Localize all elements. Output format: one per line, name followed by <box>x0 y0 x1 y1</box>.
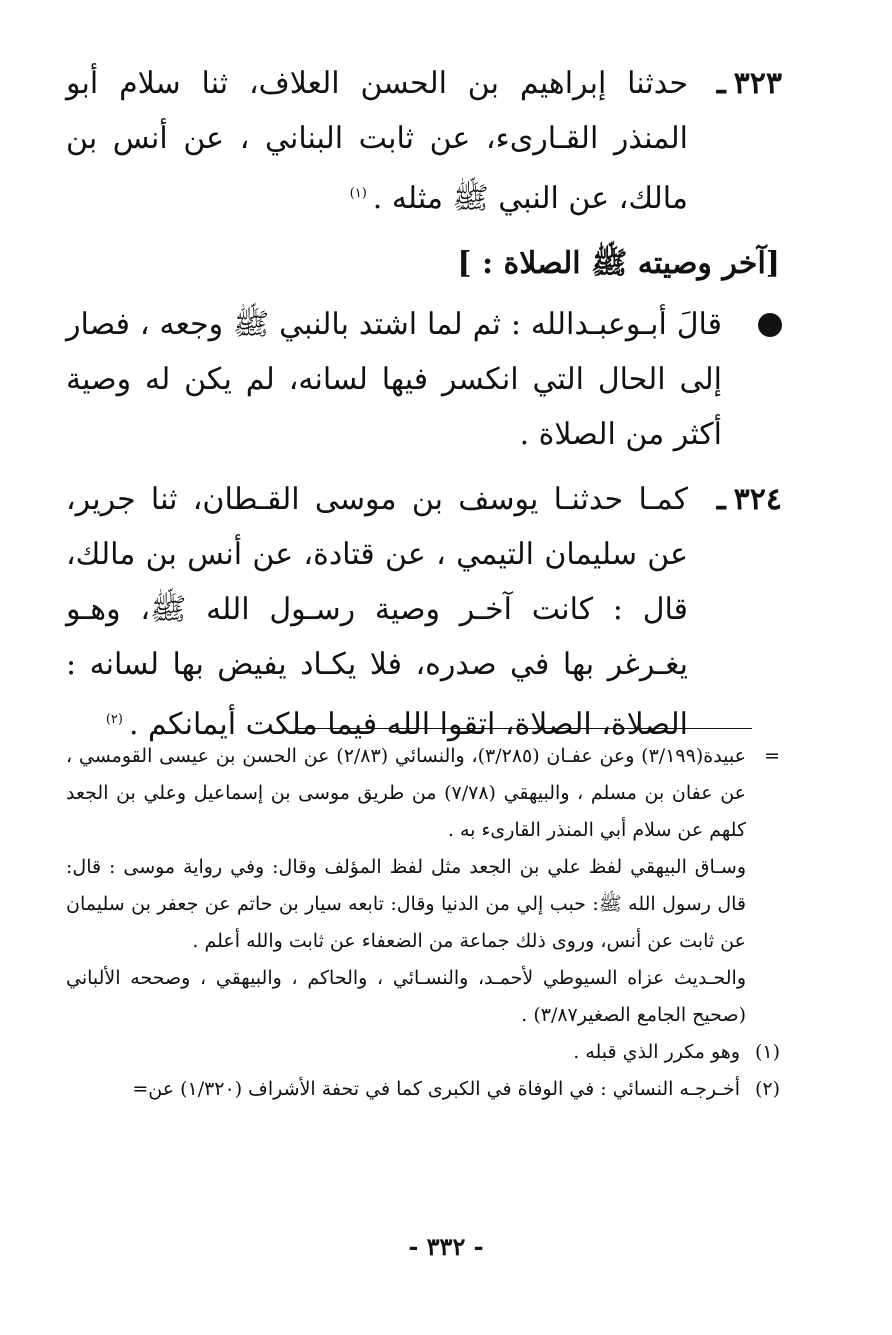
footnote-1 <box>66 1034 780 1071</box>
footnote-para-3: والحـديث عزاه السيوطي لأحمـد، والنسـائي ، والحاكم ، والبيهقي ، وصححه الألباني (صحيح الجامع الصغير٣/٨٧) . <box>66 967 746 1026</box>
page-number: - ٣٣٢ - <box>408 1232 484 1261</box>
hadith-323 <box>66 56 780 226</box>
section-heading: [آخر وصيته ﷺ الصلاة : ] <box>457 246 780 281</box>
footnote-para-1: عبيدة(٣/١٩٩) وعن عفـان (٣/٢٨٥)، والنسائي (٢/٨٣) عن الحسن بن عيسى القومسي ، عن عفان بن مسلم ، والبيهقي (٧/٧٨) من طريق موسى بن إسماعيل وعلي بن الجعد كلهم عن سلام أبي المنذر القارىء به . <box>66 745 746 841</box>
bullet-icon <box>758 313 782 337</box>
footnote-number: (٢) <box>754 1078 780 1100</box>
hadith-324 <box>66 472 780 752</box>
footnote-2 <box>66 1071 780 1108</box>
hadith-number: ٣٢٣ـ <box>716 66 782 101</box>
footnote-para-2: وسـاق البيهقي لفظ علي بن الجعد مثل لفظ المؤلف وقال: وفي رواية موسى : قال: قال رسول الله ﷺ: حبب إلي من الدنيا وقال: تابعه سيار بن حاتم عن جعفر بن سليمان عن ثابت عن أنس، وروى ذلك جماعة من الضعفاء عن ثابت والله أعلم . <box>66 856 746 952</box>
main-text <box>66 56 780 762</box>
hadith-text: كمـا حدثنـا يوسف بن موسى القـطان، ثنا جرير، عن سليمان التيمي ، عن قتادة، عن أنس بن مالك، قال : كانت آخـر وصية رسـول الله ﷺ، وهـو يغـرغر بها في صدره، فلا يكـاد يفيض بها لسانه : الصلاة، الصلاة، اتقوا الله فيما ملكت أيمانكم . <box>66 482 688 742</box>
hadith-number: ٣٢٤ـ <box>716 482 782 517</box>
footnotes <box>66 738 780 1108</box>
footnote-text: وهو مكرر الذي قبله . <box>573 1041 740 1063</box>
author-comment <box>66 297 780 462</box>
footnote-ref-1[interactable]: (١) <box>349 186 367 201</box>
footnote-text: أخـرجـه النسائي : في الوفاة في الكبرى كما في تحفة الأشراف (١/٣٢٠) عن= <box>132 1078 740 1100</box>
footnote-ref-2[interactable]: (٢) <box>105 712 123 727</box>
hadith-text: حدثنا إبراهيم بن الحسن العلاف، ثنا سلام أبو المنذر القـارىء، عن ثابت البناني ، عن أنس بن مالك، عن النبي ﷺ مثله . <box>66 66 688 216</box>
continuation-mark: = <box>764 745 780 767</box>
comment-text: قالَ أبـوعبـدالله : ثم لما اشتد بالنبي ﷺ وجعه ، فصار إلى الحال التي انكسر فيها لسانه، لم يكن له وصية أكثر من الصلاة . <box>66 307 722 452</box>
footnote-divider <box>296 728 752 729</box>
footnote-number: (١) <box>754 1041 780 1063</box>
